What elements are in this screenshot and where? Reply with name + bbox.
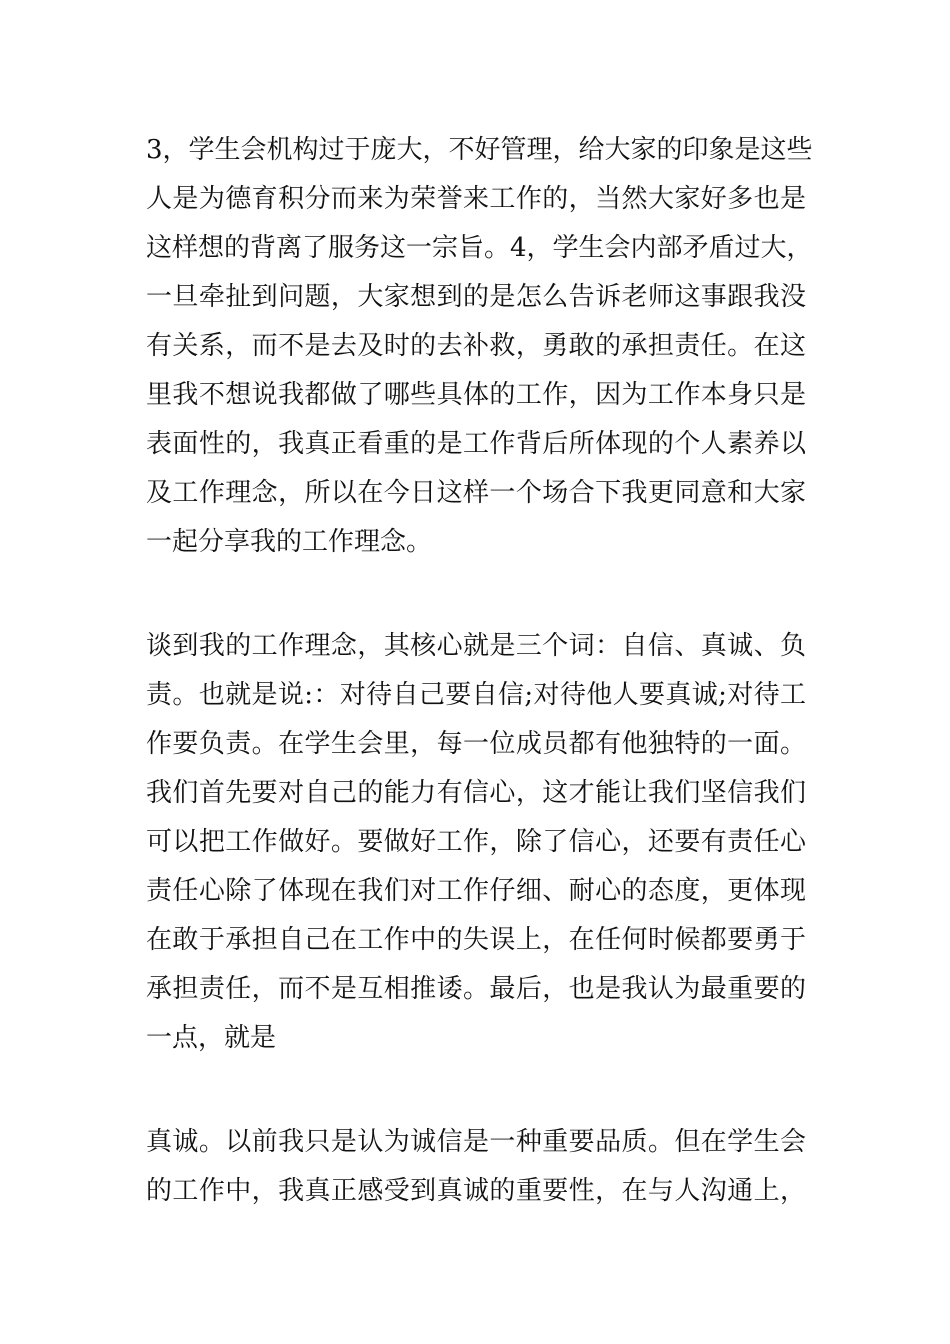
text-line: 作要负责。在学生会里，每一位成员都有他独特的一面。 [146,729,806,759]
text-line: 承担责任，而不是互相推诿。最后，也是我认为最重要的 [146,974,806,1004]
text-line: 责任心除了体现在我们对工作仔细、耐心的态度，更体现 [146,876,806,906]
text-line: 3，学生会机构过于庞大，不好管理，给大家的印象是这些 [146,135,813,165]
text-line: 真诚。以前我只是认为诚信是一种重要品质。但在学生会 [146,1127,806,1157]
paragraph-3 [146,1118,806,1216]
text-line: 在敢于承担自己在工作中的失误上，在任何时候都要勇于 [146,925,806,955]
text-line: 的工作中，我真正感受到真诚的重要性，在与人沟通上， [146,1176,806,1206]
text-line: 这样想的背离了服务这一宗旨。4，学生会内部矛盾过大， [146,233,813,263]
text-line: 及工作理念，所以在今日这样一个场合下我更同意和大家 [146,478,806,508]
text-line: 一旦牵扯到问题，大家想到的是怎么告诉老师这事跟我没 [146,282,806,312]
text-line: 表面性的，我真正看重的是工作背后所体现的个人素养以 [146,429,806,459]
text-line: 里我不想说我都做了哪些具体的工作，因为工作本身只是 [146,380,806,410]
text-line: 人是为德育积分而来为荣誉来工作的，当然大家好多也是 [146,184,806,214]
text-line: 可以把工作做好。要做好工作，除了信心，还要有责任心 [146,827,806,857]
text-line: 我们首先要对自己的能力有信心，这才能让我们坚信我们 [146,778,806,808]
paragraph-1 [146,126,813,567]
text-line: 谈到我的工作理念，其核心就是三个词：自信、真诚、负 [146,631,806,661]
text-line: 责。也就是说:：对待自己要自信;对待他人要真诚;对待工 [146,680,806,710]
text-line: 一起分享我的工作理念。 [146,527,433,557]
text-line: 一点，就是 [146,1023,277,1053]
text-line: 有关系，而不是去及时的去补救，勇敢的承担责任。在这 [146,331,806,361]
paragraph-2 [146,622,806,1063]
